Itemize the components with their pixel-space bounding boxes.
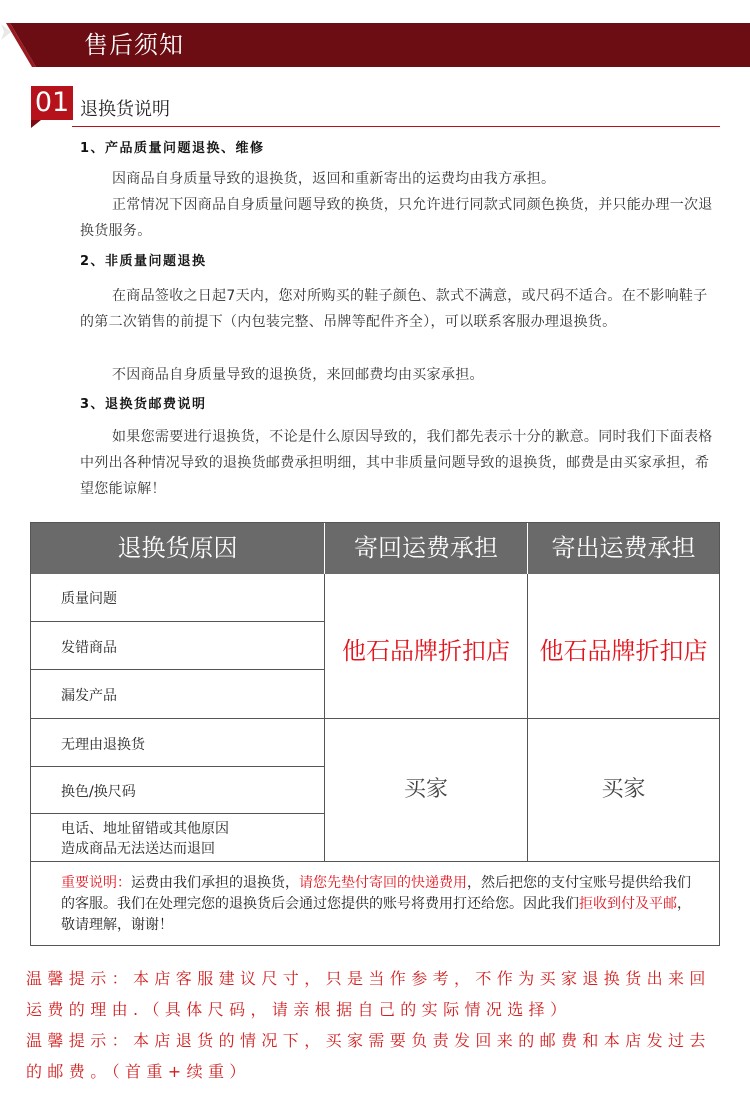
section-title: 退换货说明 <box>80 99 170 120</box>
item-paragraph: 正常情况下因商品自身质量问题导致的换货，只允许进行同款式同颜色换货，并只能办理一次退换货服务。 <box>80 197 713 239</box>
row-divider <box>31 813 324 814</box>
table-cell-reason: 造成商品无法送达而退回 <box>61 841 215 857</box>
item-heading-quality: 1、产品质量问题退换、维修 <box>80 141 265 156</box>
table-cell-reason: 换色/换尺码 <box>61 784 136 800</box>
table-cell-reason: 漏发产品 <box>61 688 117 704</box>
note-divider <box>31 861 719 862</box>
table-cell-reason: 质量问题 <box>61 591 117 607</box>
table-header-row <box>31 523 719 574</box>
table-header-send: 寄出运费承担 <box>551 534 696 562</box>
header-divider <box>527 523 528 574</box>
note-label: 重要说明： <box>61 875 131 891</box>
table-header-reason: 退换货原因 <box>117 534 238 562</box>
section-divider <box>72 126 720 127</box>
table-cell-reason: 发错商品 <box>61 640 117 656</box>
section-number-badge: 01 <box>31 86 73 120</box>
item-paragraph: 如果您需要进行退换货，不论是什么原因导致的，我们都先表示十分的歉意。同时我们下面表格中列出各种情况导致的退换货邮费承担明细，其中非质量问题导致的退换货，邮费是由买家承担，希望您能谅解！ <box>80 429 713 497</box>
row-divider <box>31 766 324 767</box>
note-highlight: 请您先垫付寄回的快递费用 <box>299 875 467 891</box>
group-divider <box>31 718 719 719</box>
table-cell-reason: 无理由退换货 <box>61 737 145 753</box>
item-paragraph: 不因商品自身质量导致的退换货，来回邮费均由买家承担。 <box>112 367 484 383</box>
item-heading-postage: 3、退换货邮费说明 <box>80 397 207 412</box>
table-cell-reason: 电话、地址留错或其他原因 <box>61 821 229 837</box>
item-heading-non-quality: 2、非质量问题退换 <box>80 254 207 269</box>
row-divider <box>31 669 324 670</box>
table-cell-return-bearer: 他石品牌折扣店 <box>342 637 510 665</box>
important-note <box>61 873 701 936</box>
note-text: 运费由我们承担的退换货， <box>131 875 299 891</box>
section-badge-tail <box>31 120 41 128</box>
chevron-right-icon <box>0 23 12 41</box>
table-cell-send-bearer: 买家 <box>601 777 646 802</box>
item-paragraph: 因商品自身质量导致的退换货，返回和重新寄出的运费均由我方承担。 <box>112 171 556 187</box>
postage-table <box>30 522 720 946</box>
header-divider <box>324 523 325 574</box>
table-header-return: 寄回运费承担 <box>354 534 498 562</box>
note-text: ，敬请理解，谢谢！ <box>61 896 691 933</box>
table-cell-return-bearer: 买家 <box>403 777 448 802</box>
table-cell-send-bearer: 他石品牌折扣店 <box>539 637 708 665</box>
tip-sizing: 温馨提示：本店客服建议尺寸，只是当作参考，不作为买家退换货出来回运费的理由.（具体尺码，请亲根据自己的实际情况选择） <box>26 969 711 1019</box>
page-title: 售后须知 <box>84 31 184 59</box>
item-paragraph: 在商品签收之日起7天内，您对所购买的鞋子颜色、款式不满意，或尺码不适合。在不影响鞋子的第二次销售的前提下（内包装完整、吊牌等配件齐全），可以联系客服办理退换货。 <box>80 288 708 330</box>
header-band <box>0 23 750 67</box>
tip-return-postage: 温馨提示：本店退货的情况下，买家需要负责发回来的邮费和本店发过去的邮费。（首重+续重） <box>26 1031 711 1081</box>
note-highlight: 拒收到付及平邮 <box>579 896 677 912</box>
note-text: ，然后把您的支付宝账号提供给我们的客服。我们在处理完您的退换货后会通过您提供的账号将费用打还给您。因此我们 <box>61 875 691 912</box>
row-divider <box>31 621 324 622</box>
